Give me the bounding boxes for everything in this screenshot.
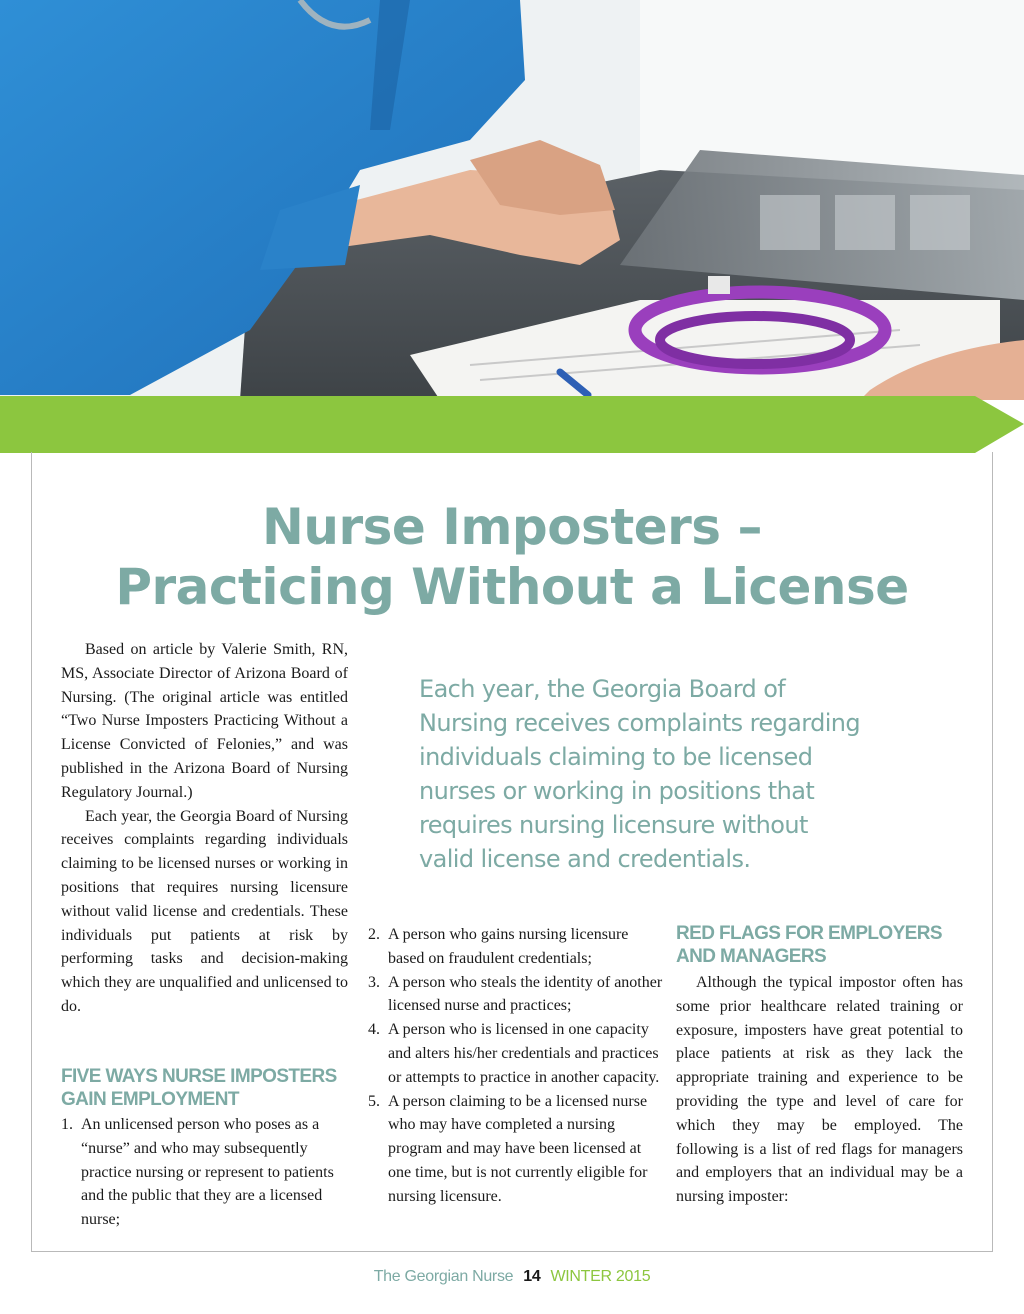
pull-quote-line: Each year, the Georgia Board of xyxy=(419,675,786,703)
list-item-number: 4. xyxy=(368,1021,380,1039)
five-ways-list-part-2 xyxy=(368,923,663,1209)
red-flags-paragraph: Although the typical impostor often has some prior healthcare related training or exposure, imposters have great potential to place patients at risk as they lack the appropriate training and experience to be providing the type and level of care for which they may be employed. The following is a list of red flags for managers and employers that an individual may be a nursing imposter: xyxy=(676,974,963,1206)
list-item-text: A person claiming to be a licensed nurse who may have completed a nursing program and may have been licensed at one time, but is not currently eligible for nursing licensure. xyxy=(388,1092,648,1205)
intro-column xyxy=(61,638,348,1019)
pull-quote-line: nurses or working in positions that xyxy=(419,777,815,805)
nurse-at-desk-photo xyxy=(0,0,1024,400)
intro-paragraph-2: Each year, the Georgia Board of Nursing receives complaints regarding individuals claiming to be licensed nurses or working in positions that requires nursing licensure without valid license and credentials. These individuals put patients at risk by performing tasks and decision-making which they are unqualified and unlicensed to do. xyxy=(61,807,349,1015)
pull-quote-line: Nursing receives complaints regarding xyxy=(419,709,861,737)
title-line-1: Nurse Imposters – xyxy=(262,498,762,556)
intro-paragraph-1: Based on article by Valerie Smith, RN, MS, Associate Director of Arizona Board of Nursing. (The original article was entitled “Two Nurse Imposters Practicing Without a License Convicted of Felonies,” and was published in the Arizona Board of Nursing Regulatory Journal.) xyxy=(61,641,348,801)
list-item xyxy=(61,1113,356,1232)
article-title xyxy=(60,497,964,617)
list-item-number: 2. xyxy=(368,926,380,943)
list-item xyxy=(368,923,663,971)
pull-quote-line: valid license and credentials. xyxy=(419,845,751,873)
list-item-text: A person who is licensed in one capacity and alters his/her credentials and practices or attempts to practice in another capacity. xyxy=(388,1021,660,1086)
header-photo xyxy=(0,0,1024,400)
issue-label: WINTER 2015 xyxy=(550,1268,651,1285)
list-item-number: 3. xyxy=(368,973,380,991)
red-flags-column xyxy=(676,971,963,1209)
list-item-number: 5. xyxy=(368,1092,380,1110)
list-item xyxy=(368,1018,663,1089)
five-ways-list-part-1 xyxy=(61,1113,356,1232)
list-item xyxy=(368,971,663,1019)
publication-name: The Georgian Nurse xyxy=(373,1268,514,1285)
green-banner xyxy=(0,396,1024,453)
list-item-text: A person who steals the identity of another licensed nurse and practices; xyxy=(388,973,663,1015)
page-footer xyxy=(0,1268,1024,1286)
page-number: 14 xyxy=(523,1268,541,1285)
list-item-text: A person who gains nursing licensure based on fraudulent credentials; xyxy=(388,926,629,967)
section-heading-five-ways: FIVE WAYS NURSE IMPOSTERS GAIN EMPLOYMENT xyxy=(61,1066,337,1110)
section-heading-red-flags: RED FLAGS FOR EMPLOYERS AND MANAGERS xyxy=(676,923,942,967)
list-item-text: An unlicensed person who poses as a “nurse” and who may subsequently practice nursing or represent to patients and the public that they are a licensed nurse; xyxy=(81,1116,334,1229)
list-item-number: 1. xyxy=(61,1116,73,1133)
list-item xyxy=(368,1090,663,1209)
pull-quote-line: individuals claiming to be licensed xyxy=(419,743,813,771)
pull-quote xyxy=(419,672,879,876)
title-line-2: Practicing Without a License xyxy=(115,558,909,616)
pull-quote-line: requires nursing licensure without xyxy=(419,811,808,839)
